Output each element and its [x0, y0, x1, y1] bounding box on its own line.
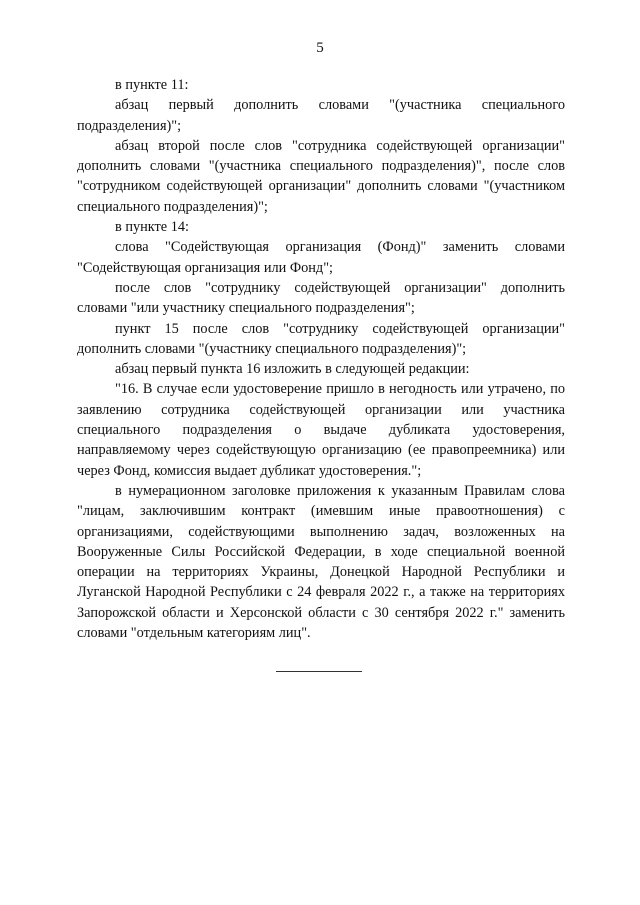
page-number: 5: [316, 40, 324, 56]
paragraph-2: абзац первый дополнить словами "(участника специального подразделения)";: [77, 97, 565, 134]
paragraph-1: в пункте 11:: [115, 77, 189, 93]
paragraph-4: в пункте 14:: [115, 219, 189, 236]
paragraph-3: абзац второй после слов "сотрудника содействующей организации" дополнить словами "(участника специального подразделения)", после слов "сотрудником содействующей организации" дополнить словами "(участником специального подразделения)";: [77, 137, 565, 215]
paragraph-5: слова "Содействующая организация (Фонд)" заменить словами "Содействующая организация или Фонд";: [77, 239, 565, 276]
paragraph-8: абзац первый пункта 16 изложить в следующей редакции:: [115, 361, 470, 378]
paragraph-10: в нумерационном заголовке приложения к указанным Правилам слова "лицам, заключившим контракт (имевшим иные правоотношения) с организациями, содействующими выполнению задач, возложенных на Вооруженные Силы Российской Федерации, в ходе специальной военной операции на территориях Украины, Донецкой Народной Республики и Луганской Народной Республики с 24 февраля 2022 г., а также на территориях Запорожской области и Херсонской области с 30 сентября 2022 г." заменить словами "отдельным категориям лиц".: [77, 482, 565, 642]
end-of-document-rule: [276, 671, 362, 672]
paragraph-9: "16. В случае если удостоверение пришло в негодность или утрачено, по заявлению сотрудника содействующей организации или участника специального подразделения о выдаче дубликата удостоверения, направляемому через содействующую организацию (ее правопреемника) или через Фонд, комиссия выдает дубликат удостоверения.";: [77, 381, 565, 479]
paragraph-7: пункт 15 после слов "сотруднику содействующей организации" дополнить словами "(участнику специального подразделения)";: [77, 320, 565, 357]
paragraph-6: после слов "сотруднику содействующей организации" дополнить словами "или участнику специального подразделения";: [77, 279, 565, 317]
document-body: [77, 75, 565, 643]
